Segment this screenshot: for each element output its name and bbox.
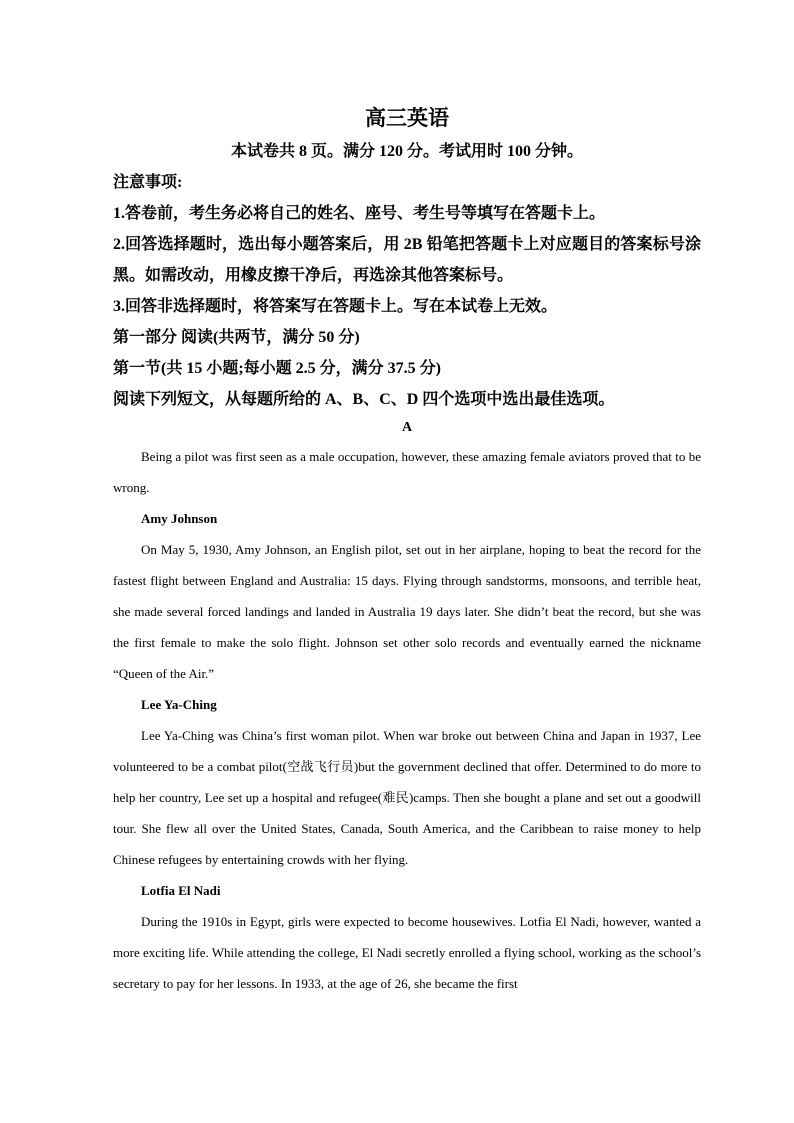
instruction-text: 阅读下列短文，从每题所给的 A、B、C、D 四个选项中选出最佳选项。 [113,391,615,408]
aviator-text-lee-ya-ching: Lee Ya-Ching was China’s first woman pilot. When war broke out between China and Japan in 1937, Lee volunteered to be a combat pilot(空战飞行员)but the government declined that offer. Determined to do more to help her country, Lee set up a hospital and refugee(难民)camps. Then she bought a plane and set out a goodwill tour. She flew all over the United States, Canada, South America, and the Caribbean to raise money to help Chinese refugees by entertaining crowds with her flying. [113,728,701,867]
notice-item-2: 2.回答选择题时，选出每小题答案后，用 2B 铅笔把答题卡上对应题目的答案标号涂黑。如需改动，用橡皮擦干净后，再选涂其他答案标号。 [113,236,701,284]
aviator-name-amy-johnson: Amy Johnson [141,511,218,526]
notice-item-1: 1.答卷前，考生务必将自己的姓名、座号、考生号等填写在答题卡上。 [113,205,606,222]
aviator-name-lotfia-el-nadi: Lotfia El Nadi [141,883,221,898]
page-title: 高三英语 [365,106,449,130]
aviator-text-lotfia-el-nadi: During the 1910s in Egypt, girls were expected to become housewives. Lotfia El Nadi, however, wanted a more exciting life. While attending the college, El Nadi secretly enrolled a flying school, working as the school’s secretary to pay for her lessons. In 1933, at the age of 26, she became the first [113,914,701,991]
passage-intro: Being a pilot was first seen as a male occupation, however, these amazing female aviators proved that to be wrong. [113,449,701,495]
section-heading: 第一节(共 15 小题;每小题 2.5 分，满分 37.5 分) [113,360,441,377]
aviator-name-lee-ya-ching: Lee Ya-Ching [141,697,217,712]
notice-heading: 注意事项: [113,174,183,191]
aviator-text-amy-johnson: On May 5, 1930, Amy Johnson, an English pilot, set out in her airplane, hoping to beat the record for the fastest flight between England and Australia: 15 days. Flying through sandstorms, monsoons, and terrible heat, she made several forced landings and landed in Australia 19 days later. She didn’t beat the record, but she was the first female to make the solo flight. Johnson set other solo records and eventually earned the nickname “Queen of the Air.” [113,542,701,681]
passage-letter: A [401,420,413,435]
exam-page [113,104,701,999]
exam-subtitle: 本试卷共 8 页。满分 120 分。考试用时 100 分钟。 [230,143,583,160]
part-heading: 第一部分 阅读(共两节，满分 50 分) [113,329,360,346]
notice-item-3: 3.回答非选择题时，将答案写在答题卡上。写在本试卷上无效。 [113,298,558,315]
